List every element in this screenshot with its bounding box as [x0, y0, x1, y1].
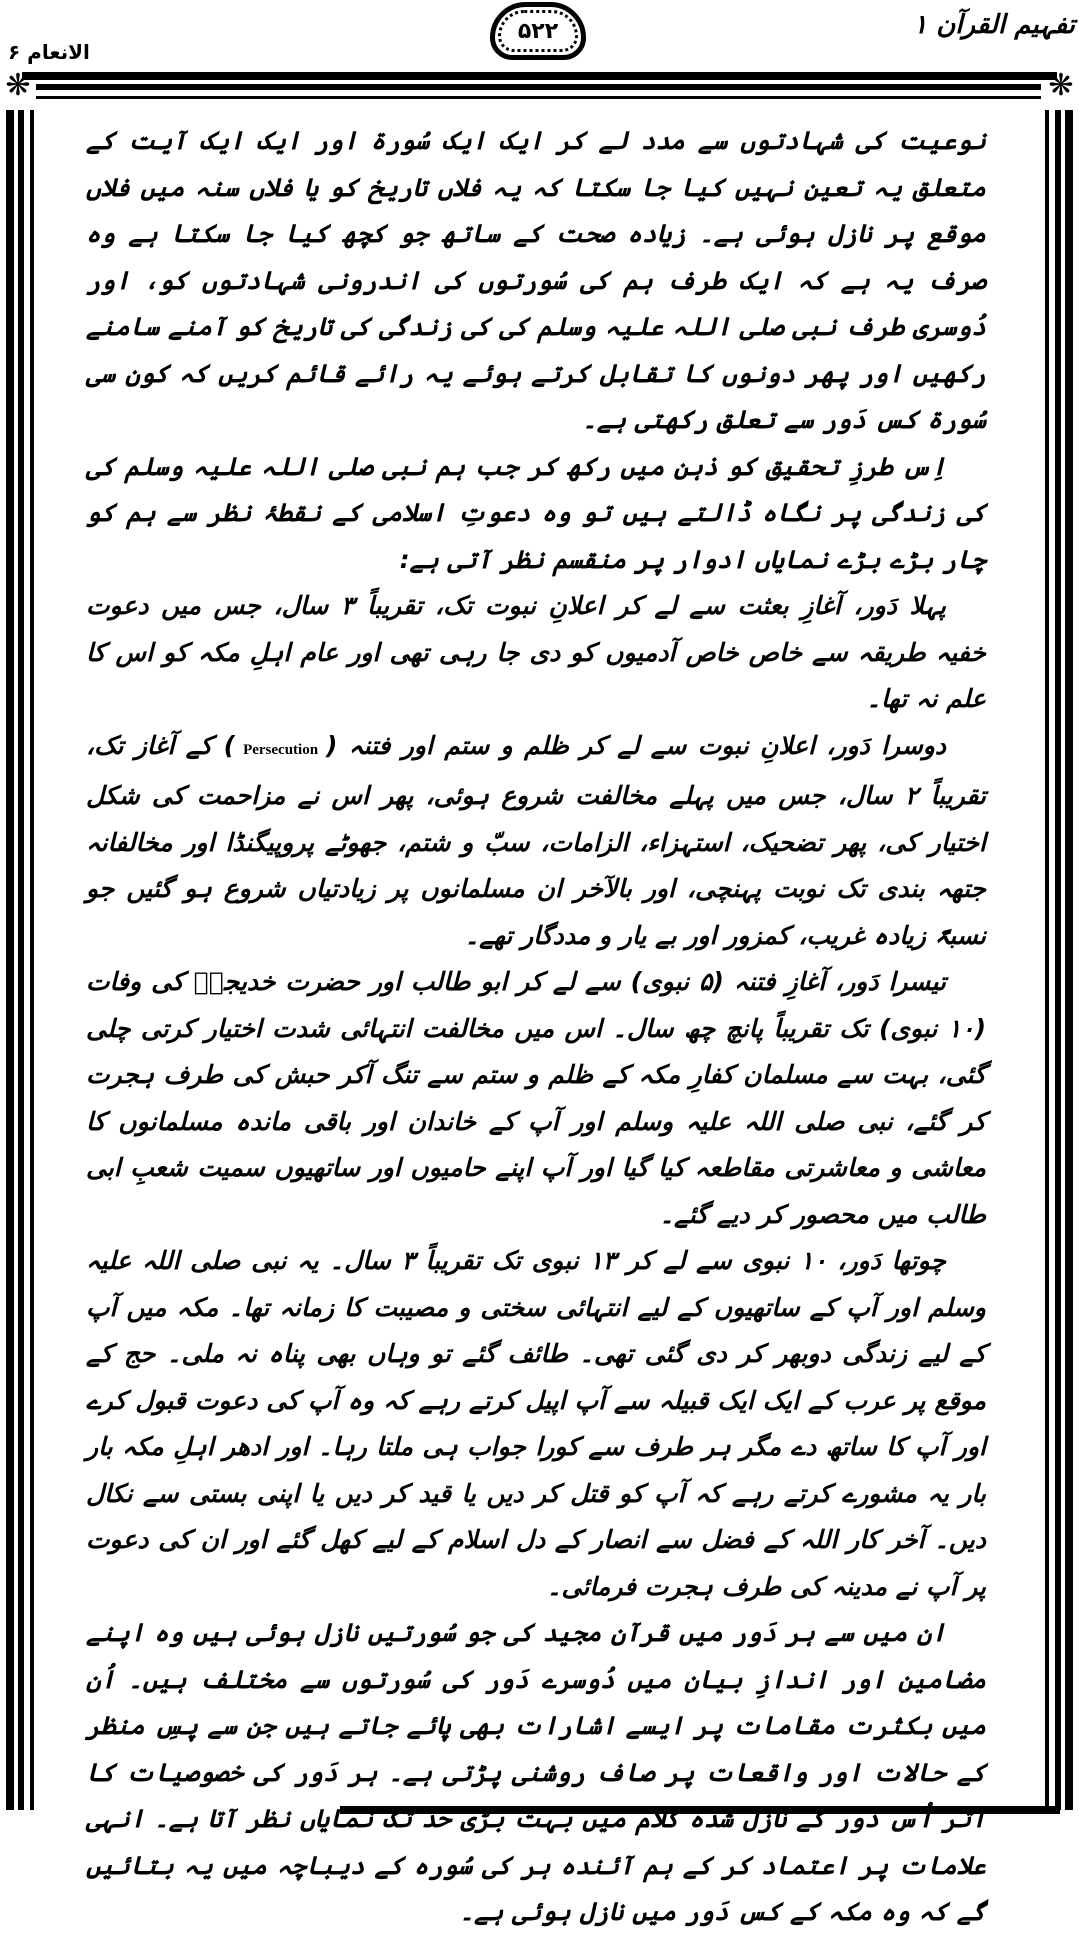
frame-left-border-thin: [30, 110, 34, 1810]
page-number: ۵۲۲: [517, 18, 559, 44]
paragraph: [86, 723, 986, 960]
paragraph: تیسرا دَور، آغازِ فتنہ (۵ نبوی) سے لے کر ابو طالب اور حضرت خدیجہؓ کی وفات (۱۰ نبوی) تک تقریباً پانچ چھ سال۔ اس میں مخالفت انتہائی شدت اختیار کرتی چلی گئی، بہت سے مسلمان کفارِ مکہ کے ظلم و ستم سے تنگ آکر حبش کی طرف ہجرت کر گئے، نبی صلی اللہ علیہ وسلم اور آپ کے خاندان اور باقی ماندہ مسلمانوں کا معاشی و معاشرتی مقاطعہ کیا گیا اور آپ اپنے حامیوں اور ساتھیوں سمیت شعبِ ابی طالب میں محصور کر دیے گئے۔: [86, 967, 986, 1229]
frame-top-border: [22, 72, 1057, 80]
corner-ornament-icon: ❋: [5, 68, 31, 103]
page-number-badge: [490, 2, 586, 60]
paragraph: چوتھا دَور، ۱۰ نبوی سے لے کر ۱۳ نبوی تک تقریباً ۳ سال۔ یہ نبی صلی اللہ علیہ وسلم اور آپ کے ساتھیوں کے لیے انتہائی سختی و مصیبت کا زمانہ تھا۔ مکہ میں آپ کے لیے زندگی دوبھر کر دی گئی تھی۔ طائف گئے تو وہاں بھی پناہ نہ ملی۔ حج کے موقع پر عرب کے ایک ایک قبیلہ سے آپ اپیل کرتے رہے کہ وہ آپ کی دعوت قبول کرے اور آپ کا ساتھ دے مگر ہر طرف سے کورا جواب ہی ملتا رہا۔ اور ادھر اہلِ مکہ بار بار یہ مشورے کرتے رہے کہ آپ کو قتل کر دیں یا قید کر دیں یا اپنی بستی سے نکال دیں۔ آخر کار اللہ کے فضل سے انصار کے دل اسلام کے لیے کھل گئے اور ان کی دعوت پر آپ نے مدینہ کی طرف ہجرت فرمائی۔: [86, 1246, 986, 1601]
frame-right-border-thin: [1045, 110, 1049, 1810]
paragraph: اِس طرزِ تحقیق کو ذہن میں رکھ کر جب ہم نبی صلی اللہ علیہ وسلم کی کی زندگی پر نگاہ ڈالتے ہیں تو وہ دعوتِ اسلامی کے نقطۂ نظر سے ہم کو چار بڑے بڑے نمایاں ادوار پر منقسم نظر آتی ہے:: [86, 451, 986, 574]
paragraph: نوعیت کی شہادتوں سے مدد لے کر ایک ایک سُورۃ اور ایک ایک آیت کے متعلق یہ تعین نہیں کیا جا سکتا کہ یہ فلاں تاریخ کو یا فلاں سنہ میں فلاں موقع پر نازل ہوئی ہے۔ زیادہ صحت کے ساتھ جو کچھ کیا جا سکتا ہے وہ صرف یہ ہے کہ ایک طرف ہم کی سُورتوں کی اندرونی شہادتوں کو، اور دُوسری طرف نبی صلی اللہ علیہ وسلم کی کی زندگی کی تاریخ کو آمنے سامنے رکھیں اور پھر دونوں کا تقابل کرتے ہوئے یہ رائے قائم کریں کہ کون سی سُورۃ کس دَور سے تعلق رکھتی ہے۔: [86, 126, 986, 434]
frame-right-border-inner: [1055, 110, 1061, 1810]
frame-left-border: [6, 110, 14, 1810]
english-term: Persecution: [243, 741, 319, 758]
frame-top-border-inner: [36, 84, 1041, 90]
paragraph: پہلا دَور، آغازِ بعثت سے لے کر اعلانِ نبوت تک، تقریباً ۳ سال، جس میں دعوت خفیہ طریقہ سے خاص خاص آدمیوں کو دی جا رہی تھی اور عام اہلِ مکہ کو اس کا علم نہ تھا۔: [86, 591, 986, 713]
page-header: [0, 0, 1079, 70]
frame-top-border-thin: [36, 96, 1041, 99]
paragraph: ان میں سے ہر دَور میں قرآن مجید کی جو سُورتیں نازل ہوئی ہیں وہ اپنے مضامین اور اندازِ بیان میں دُوسرے دَور کی سُورتوں سے مختلف ہیں۔ اُن میں بکثرت مقامات پر ایسے اشارات بھی پائے جاتے ہیں جن سے پسِ منظر کے حالات اور واقعات پر صاف روشنی پڑتی ہے۔ ہر دَور کی خصوصیات کا اثر اُس دَور کے نازل شدہ کلام میں بہت بڑی حد تک نمایاں نظر آتا ہے۔ انہی علامات پر اعتماد کر کے ہم آئندہ ہر کی سُورہ کے دیباچہ میں یہ بتائیں گے کہ وہ مکہ کے کس دَور میں نازل ہوئی ہے۔: [86, 1618, 986, 1926]
frame-left-border-inner: [18, 110, 24, 1810]
paragraph-text: ) کے آغاز تک، تقریباً ۲ سال، جس میں پہلے مخالفت شروع ہوئی، پھر اس نے مزاحمت کی شکل اختیار کی، پھر تضحیک، استہزاء، الزامات، سبّ و شتم، جھوٹے پروپیگنڈا اور مخالفانہ جتھہ بندی تک نوبت پہنچی، اور بالآخر ان مسلمانوں پر زیادتیاں شروع ہو گئیں جو نسبۃً زیادہ غریب، کمزور اور بے یار و مددگار تھے۔: [86, 730, 986, 950]
corner-ornament-icon: ❋: [1048, 68, 1074, 103]
paragraph-text: دوسرا دَور، اعلانِ نبوت سے لے کر ظلم و ستم اور فتنہ (: [326, 730, 946, 760]
book-title: تفہیم القرآن ۱: [913, 10, 1075, 40]
surah-marker: الانعام ۶: [8, 40, 90, 64]
body-text: [86, 118, 986, 1936]
frame-right-border: [1065, 110, 1073, 1810]
